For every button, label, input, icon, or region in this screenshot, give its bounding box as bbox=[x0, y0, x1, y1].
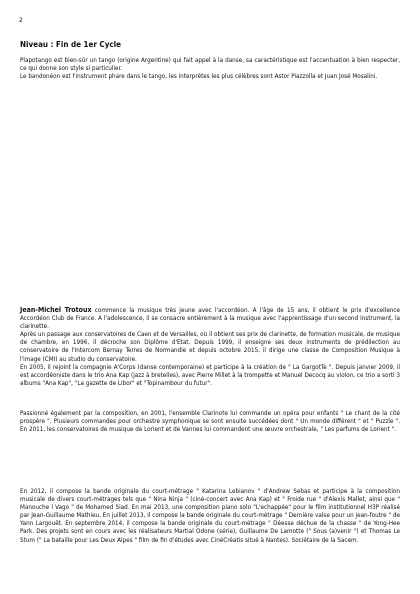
composer-name: Jean-Michel Trotoux bbox=[20, 306, 92, 314]
bio-section-1 bbox=[20, 306, 400, 364]
intro-paragraph-2: Le bandonéon est l'instrument phare dans le tango, les interprètes les plus célèbres sont Astor Piazzolla et Juan José Mosalini. bbox=[20, 73, 378, 81]
page-number: 2 bbox=[19, 16, 23, 24]
bio-paragraph-3: En 2005, il rejoint la compagnie A'Corps (danse contemporaine) et participe à la création de " La GargotTe ". Depuis janvier 2009, il est accordéoniste dans le trio Ana Kap (jazz à bretelles), avec Pierre Millet à la trompette et Manuel Decocq au violon, ce trio a sorti 3 albums "Ana Kap", "La gazette de Libor" et "Topinambour du futur". bbox=[20, 364, 400, 388]
intro-section bbox=[20, 57, 400, 81]
intro-paragraph-1: Plapotango est bien-sûr un tango (origine Argentine) qui fait appel à la danse, sa caractéristique est l'accentuation à bien respecter, ce qui donne son style si particulier. bbox=[20, 57, 400, 73]
bio-paragraph-2: Après un passage aux conservatoires de Caen et de Versailles, où il obtient ses prix de clarinette, de formation musicale, de musique de chambre, en 1996, il décroche son Diplôme d'Etat. Depuis 1999, il enseigne ses deux instruments de prédilection au conservatoire de l'Intercom Bernay Terres de Normandie et depuis octobre 2015, il dirige une classe de Composition Musique à l'image (CMI) au studio du conservatoire. bbox=[20, 331, 400, 363]
level-heading: Niveau : Fin de 1er Cycle bbox=[20, 40, 122, 49]
bio-section-2 bbox=[20, 364, 400, 388]
bio-section-4 bbox=[20, 488, 400, 545]
bio-paragraph-1-text: commence la musique très jeune avec l'accordéon. A l'âge de 15 ans, il obtient le prix d'excellence Accordéon Club de France. A l'adolescence, il se consacre entièrement à la musique avec l'apprentissage d'un second instrument, la clarinette. bbox=[20, 307, 400, 331]
bio-section-3 bbox=[20, 410, 400, 434]
bio-paragraph-5: En 2012, il compose la bande originale du court-métrage " Katarina Lebianov " d'Andrew Sebas et participe à la composition musicale de divers court-métrages tels que " Nina Ninja " (ciné-concert avec Ana Kap) et " Froide rue " d'Alexis Mallet, ainsi que " Manouche l Vago " de Mohamed Siad. En mai 2013, une composition piano solo "L'echappée" pour le film institutionnel H3P réalisé par Jean-Guillaume Mathieu. En juillet 2013, il compose la bande originale du court-métrage " Dernière valse pour un jean-foutre " de Yann Largouët. En septembre 2014, il compose la bande originale du court-métrage " Déesse déchue de la chasse " de Yong-Hee Park. Des projets sont en cours avec les réalisateurs Martial Odone (série), Guillaume De Lamotte (" Sous (a)venir ") et Thomas Le Stum (" La bataille pour Les Deux Alpes " film de fin d'études avec CinéCréatis situé à Nantes). Sociétaire de la Sacem. bbox=[20, 488, 400, 544]
bio-paragraph-1 bbox=[20, 306, 400, 331]
bio-paragraph-4: Passionné également par la composition, en 2001, l'ensemble Clarinote lui commande un opéra pour enfants " Le chant de la cité prospère ". Plusieurs commandes pour orchestre symphonique se sont ensuite succédées dont " Un monde différent " et " Puzzle ". En 2011, les conservatoires de musique de Lorient et de Vannes lui commandent une œuvre orchestrale, " Les parfums de Lorient ". bbox=[20, 410, 400, 434]
